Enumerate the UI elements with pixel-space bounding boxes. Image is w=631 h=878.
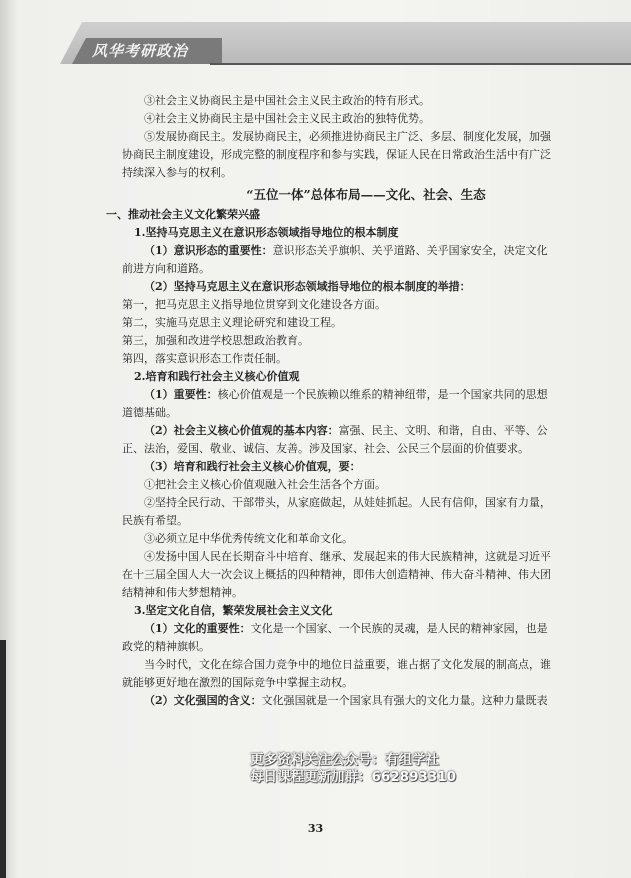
subsection-title: 1.坚持马克思主义在意识形态领域指导地位的根本制度: [134, 226, 399, 239]
paragraph-line: 政党的精神旗帜。: [122, 640, 210, 653]
requirement-item: 结精神和伟大梦想精神。: [122, 586, 243, 599]
header-rule: [210, 63, 631, 65]
requirement-item: ②坚持全民行动、干部带头，从家庭做起，从娃娃抓起。人民有信仰，国家有力量，: [144, 496, 551, 509]
paragraph-key: （2）文化强国的含义：: [144, 694, 262, 707]
measure-item: 第二，实施马克思主义理论研究和建设工程。: [122, 316, 342, 329]
paragraph-line: 道德基础。: [122, 406, 177, 419]
paragraph-line: （2）坚持马克思主义在意识形态领域指导地位的根本制度的举措：: [144, 280, 471, 293]
part-title: 一、推动社会主义文化繁荣兴盛: [106, 208, 260, 221]
text-line: ④社会主义协商民主是中国社会主义民主政治的独特优势。: [144, 112, 430, 125]
paragraph-key: （2）社会主义核心价值观的基本内容：: [144, 424, 339, 437]
paragraph-text: 意识形态关乎旗帜、关乎道路、关乎国家安全，决定文化: [272, 244, 548, 257]
requirement-item: 在十三届全国人大一次会议上概括的四种精神，即伟大创造精神、伟大奋斗精神、伟大团: [122, 568, 551, 581]
text-line: 持续深入参与的权利。: [122, 166, 232, 179]
paragraph-line: 当今时代，文化在综合国力竞争中的地位日益重要，谁占据了文化发展的制高点，谁: [144, 658, 551, 671]
subsection-title: 2.培育和践行社会主义核心价值观: [134, 370, 300, 383]
paragraph-line: [122, 692, 610, 710]
requirement-item: ④发扬中国人民在长期奋斗中培育、继承、发展起来的伟大民族精神，这就是习近平: [144, 550, 551, 563]
measure-item: 第四，落实意识形态工作责任制。: [122, 352, 287, 365]
text-line: ⑤发展协商民主。发展协商民主，必须推进协商民主广泛、多层、制度化发展，加强: [144, 130, 551, 143]
scan-edge-shadow: [0, 640, 6, 878]
measure-item: 第一，把马克思主义指导地位贯穿到文化建设各方面。: [122, 298, 386, 311]
paragraph-line: [122, 386, 610, 404]
paragraph-line: [122, 422, 610, 440]
watermark-line: 每日课程更新加群：662893310: [250, 769, 457, 785]
measure-item: 第三，加强和改进学校思想政治教育。: [122, 334, 309, 347]
requirement-item: ③必须立足中华优秀传统文化和革命文化。: [144, 532, 353, 545]
watermark-line: 更多资料关注公众号：有组学社: [250, 752, 439, 768]
paragraph-line: （3）培育和践行社会主义核心价值观，要：: [144, 460, 361, 473]
document-body: [106, 92, 610, 710]
subsection-title: 3.坚定文化自信，繁荣发展社会主义文化: [134, 604, 333, 617]
paragraph-key: （1）文化的重要性：: [144, 622, 251, 635]
paragraph-text: 文化是一个国家、一个民族的灵魂，是人民的精神家园，也是: [250, 622, 548, 635]
requirement-item: ①把社会主义核心价值观融入社会生活各个方面。: [144, 478, 386, 491]
paragraph-line: 就能够更好地在激烈的国际竞争中掌握主动权。: [122, 676, 353, 689]
text-line: 协商民主制度建设，形成完整的制度程序和参与实践，保证人民在日常政治生活中有广泛: [122, 148, 551, 161]
paragraph-text: 文化强国就是一个国家具有强大的文化力量。这种力量既表: [261, 694, 548, 707]
paragraph-line: 前进方向和道路。: [122, 262, 210, 275]
section-heading: “五位一体”总体布局——文化、社会、生态: [246, 187, 486, 202]
paragraph-line: [122, 620, 610, 638]
paragraph-key: （1）意识形态的重要性：: [144, 244, 273, 257]
header-title: 风华考研政治: [92, 42, 189, 60]
paragraph-text: 富强、民主、文明、和谐，自由、平等、公: [338, 424, 548, 437]
page-number: 33: [307, 822, 324, 835]
watermark: [250, 752, 540, 786]
paragraph-line: [122, 242, 610, 260]
paragraph-line: 正、法治，爱国、敬业、诚信、友善。涉及国家、社会、公民三个层面的价值要求。: [122, 442, 529, 455]
text-line: ③社会主义协商民主是中国社会主义民主政治的特有形式。: [144, 94, 430, 107]
paragraph-text: 核心价值观是一个民族赖以维系的精神纽带，是一个国家共同的思想: [217, 388, 548, 401]
paragraph-key: （1）重要性：: [144, 388, 218, 401]
requirement-item: 民族有希望。: [122, 514, 188, 527]
